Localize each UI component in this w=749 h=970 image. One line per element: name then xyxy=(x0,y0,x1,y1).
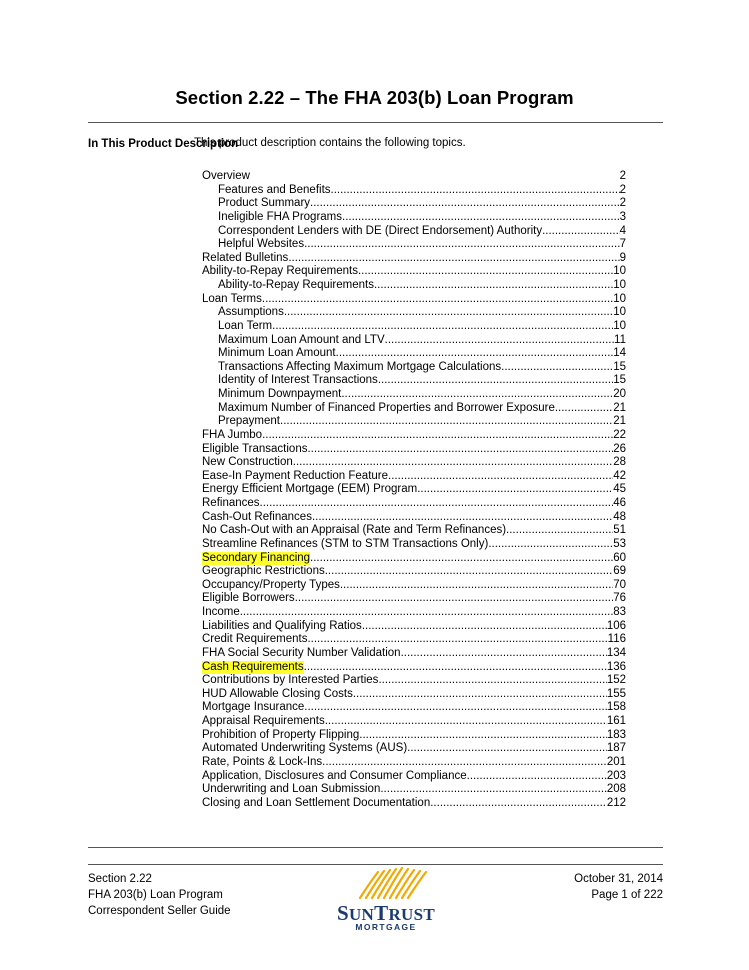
toc-entry-title: Eligible Transactions xyxy=(202,442,308,455)
toc-leader-dots xyxy=(307,633,607,647)
toc-entry[interactable] xyxy=(202,674,626,688)
toc-entry-title: HUD Allowable Closing Costs xyxy=(202,687,353,700)
table-of-contents xyxy=(202,170,626,810)
toc-entry-page: 10 xyxy=(613,292,626,305)
footer-page-number: Page 1 of 222 xyxy=(591,889,663,901)
header-rule xyxy=(88,122,663,123)
toc-entry-title: Application, Disclosures and Consumer Compliance xyxy=(202,769,467,782)
toc-leader-dots xyxy=(304,701,607,715)
toc-leader-dots xyxy=(307,443,613,457)
toc-entry-title: Loan Terms xyxy=(202,292,262,305)
toc-entry-page: 9 xyxy=(619,251,626,264)
toc-entry-page: 116 xyxy=(607,633,626,646)
toc-entry-title: Rate, Points & Lock-Ins xyxy=(202,755,323,768)
toc-leader-dots xyxy=(325,565,613,579)
toc-entry-title: Cash Requirements xyxy=(202,660,304,673)
toc-entry-title: New Construction xyxy=(202,456,293,469)
toc-entry-page: 20 xyxy=(613,388,626,400)
toc-leader-dots xyxy=(385,334,614,348)
toc-entry-title: Refinances xyxy=(202,497,260,509)
toc-leader-dots xyxy=(304,661,607,675)
toc-entry[interactable] xyxy=(202,170,626,184)
toc-entry-title: Mortgage Insurance xyxy=(202,701,305,714)
footer-right xyxy=(574,871,663,903)
toc-entry[interactable] xyxy=(202,388,626,402)
toc-entry-title: No Cash-Out with an Appraisal (Rate and Term Refinances) xyxy=(202,524,507,537)
toc-entry[interactable] xyxy=(202,279,626,293)
toc-entry[interactable] xyxy=(202,470,626,484)
toc-entry-page: 21 xyxy=(613,415,626,428)
toc-entry[interactable] xyxy=(202,770,626,784)
toc-entry-page: 201 xyxy=(606,755,626,768)
toc-leader-dots xyxy=(288,252,619,266)
toc-entry-title: Ability-to-Repay Requirements xyxy=(218,279,374,291)
toc-entry-title: Income xyxy=(202,606,240,618)
toc-entry-page: 10 xyxy=(613,265,626,278)
toc-entry[interactable] xyxy=(202,402,626,416)
toc-entry-page: 46 xyxy=(613,497,626,509)
toc-entry[interactable] xyxy=(202,483,626,497)
toc-entry-title: Correspondent Lenders with DE (Direct Endorsement) Authority xyxy=(218,224,543,237)
toc-entry-page: 4 xyxy=(619,224,626,237)
toc-entry[interactable] xyxy=(202,715,626,729)
toc-entry-page: 161 xyxy=(606,715,626,727)
toc-leader-dots xyxy=(467,770,607,784)
toc-entry-title: Prepayment xyxy=(218,415,281,428)
toc-leader-dots xyxy=(340,579,613,593)
toc-entry-page: 183 xyxy=(606,728,626,741)
toc-leader-dots xyxy=(260,497,614,511)
toc-entry-title: Credit Requirements xyxy=(202,633,308,646)
toc-entry[interactable] xyxy=(202,320,626,334)
toc-entry-page: 22 xyxy=(613,428,626,441)
toc-leader-dots xyxy=(555,402,613,416)
toc-entry-page: 48 xyxy=(613,510,626,523)
footer-guide: Correspondent Seller Guide xyxy=(88,905,231,917)
toc-entry-title: Transactions Affecting Maximum Mortgage Calculations xyxy=(218,360,502,373)
toc-leader-dots xyxy=(342,211,620,225)
toc-entry-page: 51 xyxy=(613,524,626,537)
toc-leader-dots xyxy=(378,374,613,388)
toc-entry[interactable] xyxy=(202,742,626,756)
logo-wordmark: SUNTRUST xyxy=(336,901,435,925)
toc-entry-page: 53 xyxy=(613,537,626,550)
toc-entry[interactable] xyxy=(202,184,626,198)
toc-entry-page: 76 xyxy=(613,592,626,605)
toc-entry[interactable] xyxy=(202,347,626,361)
toc-entry-page: 158 xyxy=(606,701,626,714)
toc-entry-page: 26 xyxy=(613,442,626,455)
toc-entry-title: Geographic Restrictions xyxy=(202,565,325,578)
toc-entry-page: 42 xyxy=(613,469,626,482)
toc-entry-title: Prohibition of Property Flipping xyxy=(202,728,360,741)
toc-entry[interactable] xyxy=(202,620,626,634)
toc-entry-page: 15 xyxy=(613,360,626,373)
toc-leader-dots xyxy=(312,511,613,525)
toc-entry[interactable] xyxy=(202,374,626,388)
toc-entry-page: 83 xyxy=(613,606,626,618)
toc-leader-dots xyxy=(293,456,613,470)
toc-leader-dots xyxy=(359,729,607,743)
toc-leader-dots xyxy=(388,470,613,484)
toc-entry[interactable] xyxy=(202,238,626,252)
toc-entry-title: Helpful Websites xyxy=(218,238,305,251)
toc-entry[interactable] xyxy=(202,211,626,225)
toc-entry[interactable] xyxy=(202,592,626,606)
toc-entry-page: 70 xyxy=(613,578,626,591)
toc-leader-dots xyxy=(542,225,620,239)
toc-leader-dots xyxy=(362,620,607,634)
toc-leader-dots xyxy=(295,592,614,606)
footer-section: Section 2.22 xyxy=(88,873,152,885)
toc-entry[interactable] xyxy=(202,565,626,579)
intro-text: This product description contains the following topics. xyxy=(194,137,466,149)
toc-entry[interactable] xyxy=(202,783,626,797)
toc-entry[interactable] xyxy=(202,701,626,715)
toc-leader-dots xyxy=(331,184,620,198)
toc-entry[interactable] xyxy=(202,361,626,375)
toc-entry-page: 7 xyxy=(619,238,626,251)
toc-entry-page: 106 xyxy=(606,619,626,632)
toc-entry[interactable] xyxy=(202,429,626,443)
toc-entry[interactable] xyxy=(202,306,626,320)
page-title: Section 2.22 – The FHA 203(b) Loan Program xyxy=(175,87,574,108)
toc-entry[interactable] xyxy=(202,756,626,770)
toc-entry-page: 208 xyxy=(606,783,626,796)
toc-entry-title: Loan Term xyxy=(218,319,273,332)
toc-entry-title: Maximum Loan Amount and LTV xyxy=(218,333,385,346)
toc-leader-dots xyxy=(262,429,613,443)
toc-entry-title: Appraisal Requirements xyxy=(202,715,325,727)
toc-leader-dots xyxy=(304,238,620,252)
toc-entry-title: Overview xyxy=(202,170,250,182)
toc-entry-page: 2 xyxy=(619,197,626,210)
toc-leader-dots xyxy=(336,347,614,361)
toc-entry-title: Occupancy/Property Types xyxy=(202,578,340,591)
toc-leader-dots xyxy=(325,715,607,729)
toc-entry-page: 10 xyxy=(613,306,626,319)
toc-entry-title: Ease-In Payment Reduction Feature xyxy=(202,469,389,482)
toc-entry[interactable] xyxy=(202,225,626,239)
toc-entry-page: 60 xyxy=(613,551,626,564)
toc-entry-title: Minimum Loan Amount xyxy=(218,347,336,360)
toc-entry-page: 3 xyxy=(619,210,626,223)
toc-leader-dots xyxy=(374,279,613,293)
toc-entry-page: 14 xyxy=(613,347,626,360)
toc-entry-title: FHA Social Security Number Validation xyxy=(202,646,401,659)
footer-program: FHA 203(b) Loan Program xyxy=(88,889,223,901)
toc-leader-dots xyxy=(240,606,613,620)
toc-entry-page: 45 xyxy=(613,483,626,496)
toc-entry[interactable] xyxy=(202,729,626,743)
toc-entry-title: Identity of Interest Transactions xyxy=(218,374,378,387)
toc-entry-title: Eligible Borrowers xyxy=(202,592,295,605)
toc-entry-title: Related Bulletins xyxy=(202,251,289,264)
toc-entry[interactable] xyxy=(202,552,626,566)
toc-entry[interactable] xyxy=(202,497,626,511)
toc-entry-title: Product Summary xyxy=(218,197,311,210)
toc-leader-dots xyxy=(322,756,607,770)
toc-leader-dots xyxy=(280,415,613,429)
toc-leader-dots xyxy=(380,783,606,797)
toc-entry-page: 21 xyxy=(613,401,626,414)
toc-leader-dots xyxy=(506,524,613,538)
toc-entry-page: 10 xyxy=(613,319,626,332)
toc-entry-page: 28 xyxy=(613,456,626,469)
toc-entry[interactable] xyxy=(202,334,626,348)
toc-entry-page: 155 xyxy=(606,687,626,700)
toc-entry-page: 136 xyxy=(606,660,626,673)
toc-leader-dots xyxy=(284,306,613,320)
toc-entry-title: Ability-to-Repay Requirements xyxy=(202,265,358,278)
toc-entry-title: Maximum Number of Financed Properties and Borrower Exposure xyxy=(218,401,555,414)
footer-date: October 31, 2014 xyxy=(574,873,663,885)
toc-bottom-rule xyxy=(88,847,663,848)
toc-entry[interactable] xyxy=(202,293,626,307)
toc-entry-title: Features and Benefits xyxy=(218,183,331,196)
toc-entry[interactable] xyxy=(202,688,626,702)
toc-leader-dots xyxy=(407,742,607,756)
toc-entry[interactable] xyxy=(202,443,626,457)
toc-entry[interactable] xyxy=(202,538,626,552)
toc-leader-dots xyxy=(353,688,607,702)
toc-entry-page: 15 xyxy=(613,374,626,387)
toc-entry[interactable] xyxy=(202,415,626,429)
toc-leader-dots xyxy=(417,483,613,497)
toc-leader-dots xyxy=(341,388,613,402)
toc-entry-title: Cash-Out Refinances xyxy=(202,510,312,523)
toc-leader-dots xyxy=(272,320,613,334)
toc-entry-title: Ineligible FHA Programs xyxy=(218,210,342,223)
toc-leader-dots xyxy=(310,552,613,566)
toc-entry-title: Assumptions xyxy=(218,306,284,319)
toc-entry-page: 2 xyxy=(619,183,626,196)
toc-leader-dots xyxy=(262,293,613,307)
toc-leader-dots xyxy=(358,265,613,279)
toc-entry[interactable] xyxy=(202,606,626,620)
toc-entry[interactable] xyxy=(202,524,626,538)
toc-entry-title: Energy Efficient Mortgage (EEM) Program xyxy=(202,483,418,496)
toc-entry-title: Liabilities and Qualifying Ratios xyxy=(202,619,362,632)
toc-entry-page: 2 xyxy=(619,170,626,182)
toc-entry[interactable] xyxy=(202,197,626,211)
toc-entry-title: Closing and Loan Settlement Documentation xyxy=(202,796,431,809)
toc-entry[interactable] xyxy=(202,265,626,279)
toc-leader-dots xyxy=(501,361,613,375)
toc-entry-page: 69 xyxy=(613,565,626,578)
toc-entry[interactable] xyxy=(202,633,626,647)
toc-entry-page: 134 xyxy=(606,646,626,659)
toc-entry-page: 212 xyxy=(606,796,626,809)
toc-entry[interactable] xyxy=(202,797,626,811)
toc-entry-page: 187 xyxy=(606,742,626,755)
toc-entry-page: 11 xyxy=(614,333,626,346)
toc-entry[interactable] xyxy=(202,661,626,675)
toc-entry[interactable] xyxy=(202,647,626,661)
toc-leader-dots xyxy=(430,797,607,811)
toc-leader-dots xyxy=(378,674,606,688)
toc-entry-title: Minimum Downpayment xyxy=(218,388,342,400)
logo-subtext: MORTGAGE xyxy=(355,922,417,932)
toc-entry-page: 10 xyxy=(613,279,626,291)
toc-entry-title: Contributions by Interested Parties xyxy=(202,674,379,687)
toc-leader-dots xyxy=(401,647,607,661)
toc-entry-page: 152 xyxy=(606,674,626,687)
toc-entry-title: Secondary Financing xyxy=(202,551,311,564)
footer-left xyxy=(88,871,231,919)
toc-entry-title: Automated Underwriting Systems (AUS) xyxy=(202,742,408,755)
side-label: In This Product Description xyxy=(88,138,239,150)
toc-leader-dots xyxy=(310,197,620,211)
toc-entry[interactable] xyxy=(202,252,626,266)
toc-entry[interactable] xyxy=(202,456,626,470)
toc-entry-title: FHA Jumbo xyxy=(202,428,263,441)
toc-entry-title: Streamline Refinances (STM to STM Transactions Only) xyxy=(202,537,489,550)
toc-entry-page: 203 xyxy=(606,769,626,782)
toc-entry[interactable] xyxy=(202,579,626,593)
toc-leader-dots xyxy=(488,538,613,552)
toc-entry-title: Underwriting and Loan Submission xyxy=(202,783,381,796)
toc-entry[interactable] xyxy=(202,511,626,525)
